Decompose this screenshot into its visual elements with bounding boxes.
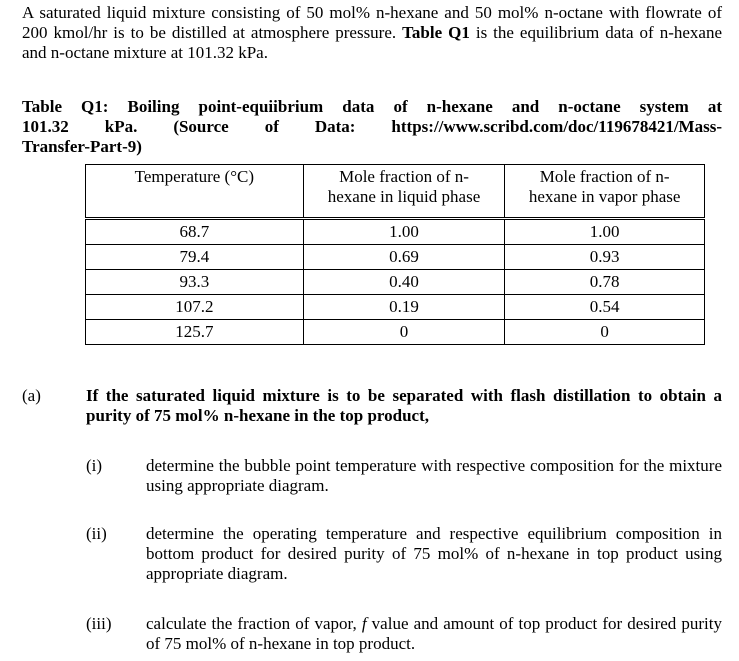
table-row <box>86 320 705 345</box>
subquestion-iii-label: (iii) <box>86 614 112 633</box>
question-a-label: (a) <box>22 386 41 405</box>
cell-vapor-fraction: 1.00 <box>505 219 705 245</box>
f-symbol: f <box>361 614 367 633</box>
header-vapor-fraction: Mole fraction of n- hexane in vapor phase <box>505 165 705 219</box>
subquestion-iii <box>86 614 722 654</box>
table-row <box>86 270 705 295</box>
question-a-text: If the saturated liquid mixture is to be separated with flash distillation to obtain a purity of 75 mol% n-hexane in the top product, <box>86 386 722 425</box>
cell-temperature: 125.7 <box>86 320 304 345</box>
cell-temperature: 79.4 <box>86 245 304 270</box>
cell-temperature: 93.3 <box>86 270 304 295</box>
table-row <box>86 295 705 320</box>
cell-vapor-fraction: 0 <box>505 320 705 345</box>
intro-text-part2: is the equilibrium data of n-hexane and n-octane mixture at 101.32 kPa. <box>22 23 722 62</box>
equilibrium-data-table <box>85 164 705 345</box>
table-reference: Table Q1 <box>402 23 470 42</box>
cell-temperature: 107.2 <box>86 295 304 320</box>
table-caption <box>22 97 722 157</box>
intro-text-part1: A saturated liquid mixture consisting of 50 mol% n-hexane and 50 mol% n-octane with flowrate of 200 kmol/hr is to be distilled at atmosphere pressure. <box>22 3 722 42</box>
subquestion-ii-text: determine the operating temperature and respective equilibrium composition in bottom product for desired purity of 75 mol% of n-hexane in top product using appropriate diagram. <box>146 524 722 583</box>
cell-vapor-fraction: 0.54 <box>505 295 705 320</box>
table-header-row <box>86 165 705 219</box>
subquestion-i-text: determine the bubble point temperature with respective composition for the mixture using appropriate diagram. <box>146 456 722 495</box>
subquestion-i-label: (i) <box>86 456 103 475</box>
cell-liquid-fraction: 0.19 <box>303 295 505 320</box>
cell-liquid-fraction: 0 <box>303 320 505 345</box>
cell-vapor-fraction: 0.78 <box>505 270 705 295</box>
subquestion-iii-text: calculate the fraction of vapor, f value and amount of top product for desired purity of 75 mol% of n-hexane in top product. <box>146 614 722 653</box>
subquestion-i <box>86 456 722 496</box>
problem-statement <box>22 3 722 63</box>
table-row <box>86 219 705 245</box>
cell-temperature: 68.7 <box>86 219 304 245</box>
cell-liquid-fraction: 1.00 <box>303 219 505 245</box>
question-a <box>22 386 722 426</box>
cell-liquid-fraction: 0.40 <box>303 270 505 295</box>
cell-vapor-fraction: 0.93 <box>505 245 705 270</box>
header-liquid-fraction: Mole fraction of n- hexane in liquid phase <box>303 165 505 219</box>
table-row <box>86 245 705 270</box>
cell-liquid-fraction: 0.69 <box>303 245 505 270</box>
table-caption-line-1: Table Q1: Boiling point-equiibrium data of n-hexane and n-octane system at <box>22 97 722 116</box>
subquestion-ii <box>86 524 722 584</box>
table-caption-line-3: Transfer-Part-9) <box>22 137 142 156</box>
header-temperature: Temperature (°C) <box>86 165 304 219</box>
subquestion-ii-label: (ii) <box>86 524 107 543</box>
table-caption-line-2: 101.32 kPa. (Source of Data: https://www.scribd.com/doc/119678421/Mass- <box>22 117 722 136</box>
